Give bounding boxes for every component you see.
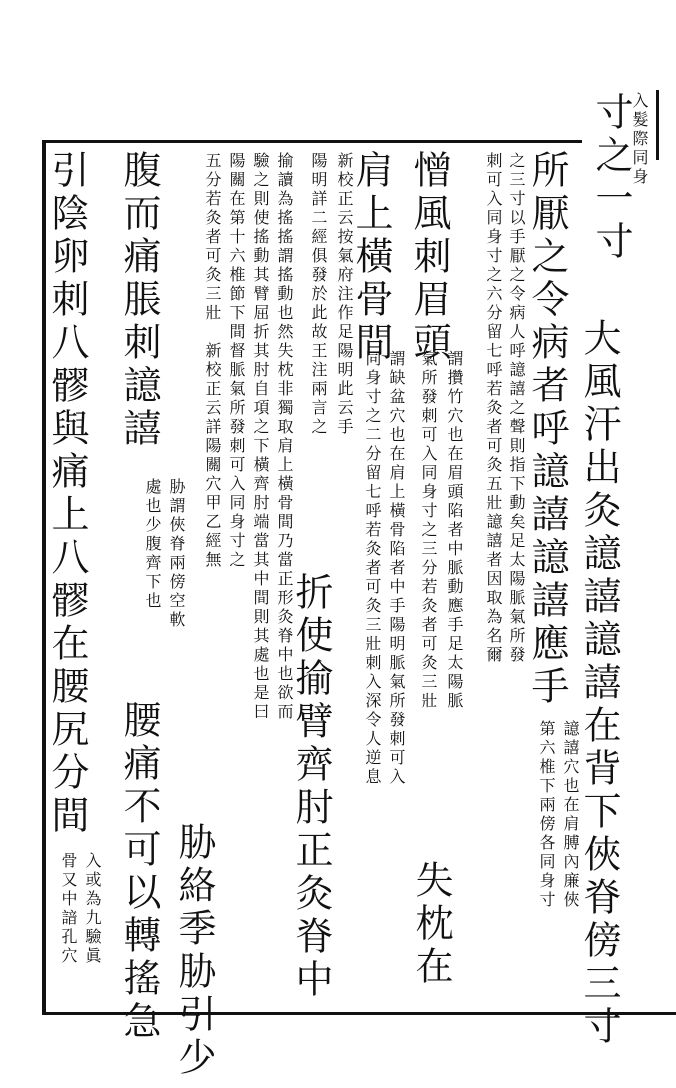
text-column-3: 大風汗出灸譩譆譩譆在背下俠脊傍三寸 [577, 318, 621, 1049]
text-column-16: 新校正云按氣府注作足陽明此云手 [335, 152, 354, 437]
text-column-18: 折使揄臂齊肘正灸脊中 [289, 572, 333, 1002]
text-column-26: 處也少腹齊下也 [143, 478, 162, 611]
text-column-22: 五分若灸者可灸三壯 新校正云詳陽關穴甲乙經無 [203, 152, 222, 570]
margin-mark [656, 90, 676, 160]
text-column-7: 之三寸以手厭之令病人呼譩譆之聲則指下動矣足太陽脈氣所發 [507, 152, 526, 665]
text-column-8: 刺可入同身寸之六分留七呼若灸者可灸五壯譩譆者因取為名爾 [484, 152, 503, 665]
text-column-2: 入髮際同身 [630, 92, 649, 187]
text-column-21: 陽關在第十六椎節下間督脈氣所發刺可入同身寸之 [227, 152, 246, 570]
text-column-10: 謂攢竹穴也在眉頭陷者中脈動應手足太陽脈 [445, 350, 464, 711]
text-column-24: 腹而痛脹刺譩譆 [117, 150, 161, 451]
text-column-4: 所厭之令病者呼譩譆譩譆應手 [525, 150, 569, 709]
text-column-27: 腰痛不可以轉搖急 [117, 700, 161, 1044]
text-column-6: 第六椎下兩傍各同身寸 [537, 720, 556, 910]
text-column-29: 入或為九驗眞 [83, 852, 102, 966]
text-column-5: 譩譆穴也在肩膊內廉俠 [561, 720, 580, 910]
text-column-23: 胁絡季胁引少 [172, 822, 216, 1080]
text-column-30: 骨又中諳孔穴 [59, 852, 78, 966]
text-column-19: 揄讀為搖搖謂搖動也然失枕非獨取肩上橫骨間乃當正形灸脊中也欲而 [275, 152, 294, 722]
text-column-20: 驗之則使搖動其臂屈折其肘自項之下橫齊肘端當其中間則其處也是曰 [251, 152, 270, 722]
text-column-9: 憎風刺眉頭 [407, 150, 451, 365]
text-column-1: 寸之一寸 [589, 92, 633, 264]
text-column-28: 引陰卵刺八髎與痛上八髎在腰尻分間 [45, 150, 89, 838]
text-column-13: 肩上橫骨間 [349, 150, 393, 365]
text-column-11: 氣所發刺可入同身寸之三分若灸者可灸三壯 [419, 350, 438, 711]
text-column-12: 失枕在 [409, 860, 453, 989]
text-column-15: 同身寸之二分留七呼若灸者可灸三壯刺入深令人逆息 [363, 350, 382, 787]
text-column-14: 謂缺盆穴也在肩上橫骨陷者中手陽明脈氣所發刺可入 [387, 350, 406, 787]
text-column-25: 胁謂俠脊兩傍空軟 [167, 478, 186, 630]
text-column-17: 陽明詳二經俱發於此故王注兩言之 [309, 152, 328, 437]
